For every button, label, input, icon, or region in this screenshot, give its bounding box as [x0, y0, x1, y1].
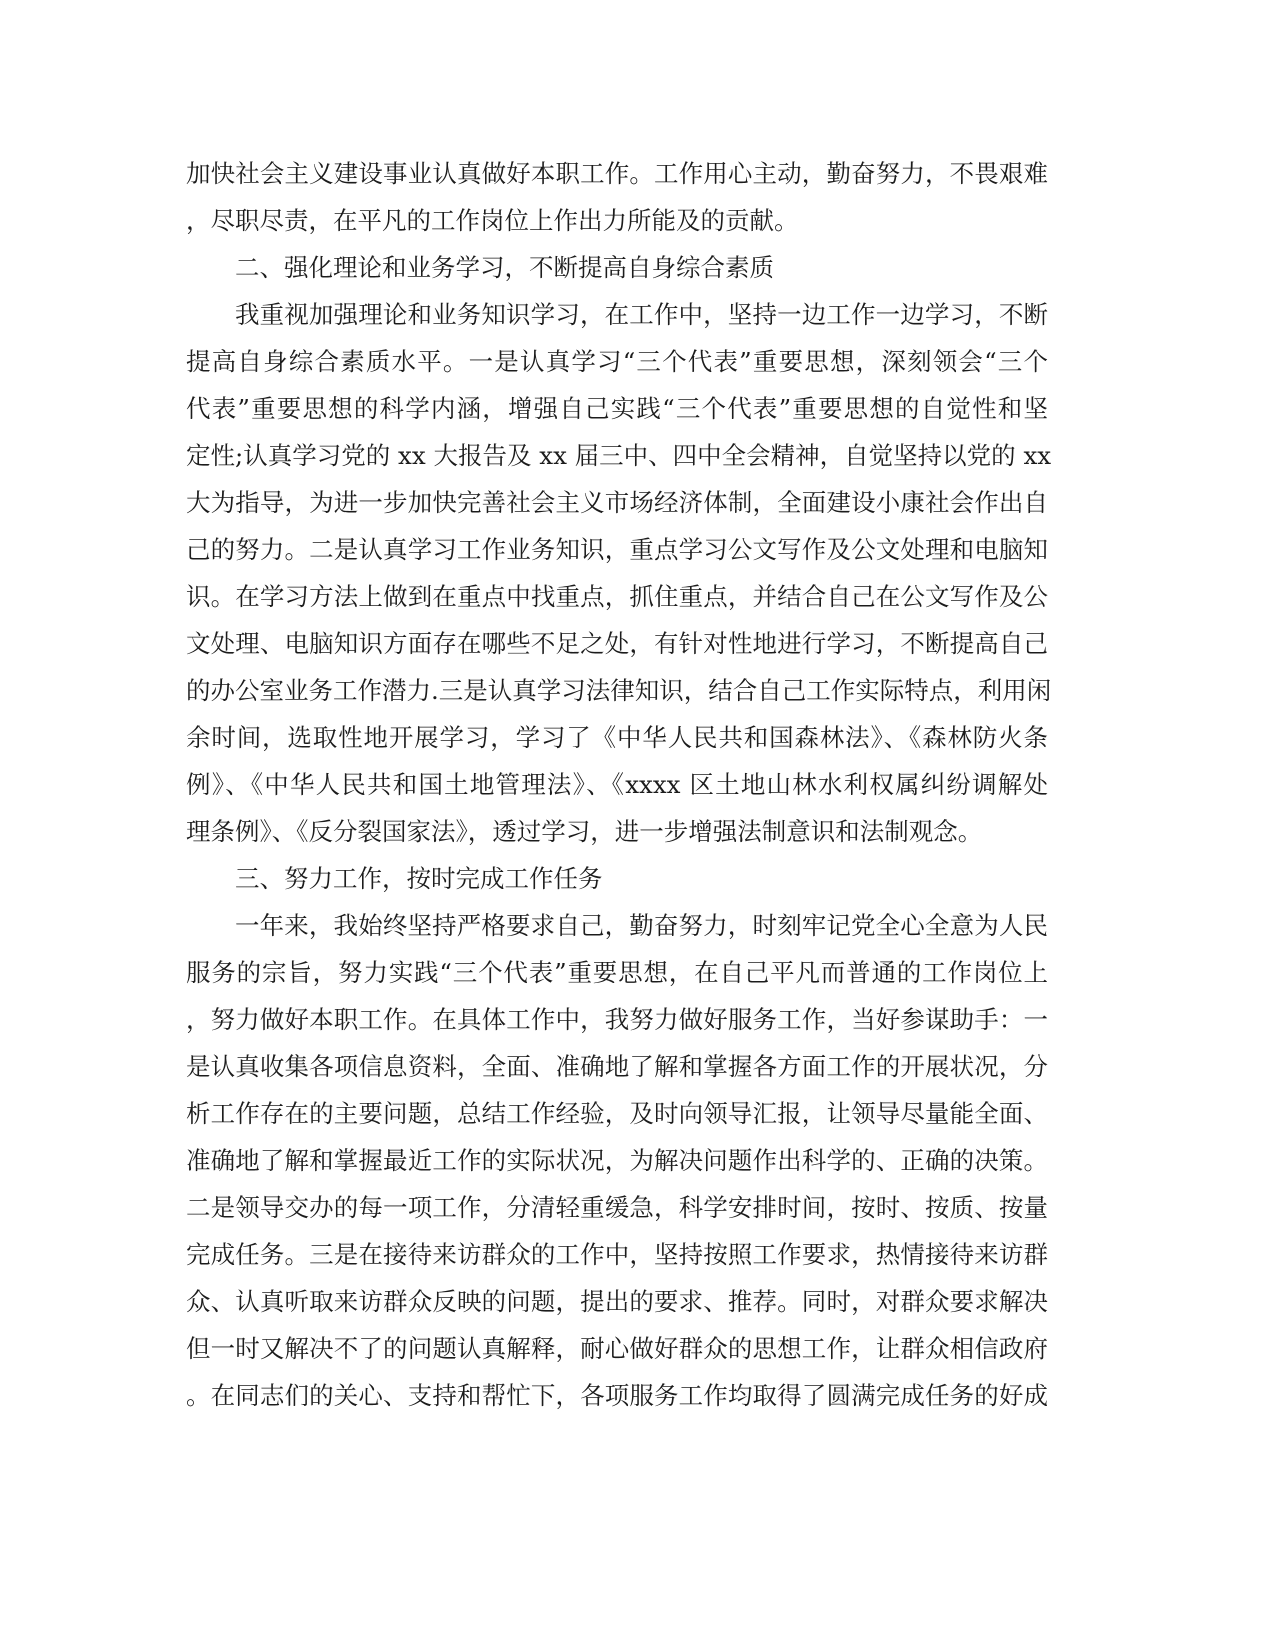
text-line: 一年来，我始终坚持严格要求自己，勤奋努力，时刻牢记党全心全意为人民: [235, 911, 1048, 940]
text-line: 是认真收集各项信息资料，全面、准确地了解和掌握各方面工作的开展状况，分: [186, 1052, 1048, 1081]
text-line: 准确地了解和掌握最近工作的实际状况，为解决问题作出科学的、正确的决策。: [186, 1146, 1048, 1175]
text-line: 二是领导交办的每一项工作，分清轻重缓急，科学安排时间，按时、按质、按量: [186, 1193, 1048, 1222]
text-line: 完成任务。三是在接待来访群众的工作中，坚持按照工作要求，热情接待来访群: [186, 1240, 1048, 1269]
text-line: 提高自身综合素质水平。一是认真学习“三个代表”重要思想，深刻领会“三个: [186, 347, 1048, 376]
text-line: 众、认真听取来访群众反映的问题，提出的要求、推荐。同时，对群众要求解决: [186, 1287, 1048, 1316]
text-line: 例》、《中华人民共和国土地管理法》、《xxxx 区土地山林水利权属纠纷调解处: [186, 770, 1048, 799]
text-line: 定性;认真学习党的 xx 大报告及 xx 届三中、四中全会精神，自觉坚持以党的 xx: [186, 441, 1052, 470]
document-body: [186, 150, 1052, 1419]
text-line: 服务的宗旨，努力实践“三个代表”重要思想，在自己平凡而普通的工作岗位上: [186, 958, 1048, 987]
text-line: 代表”重要思想的科学内涵，增强自己实践“三个代表”重要思想的自觉性和坚: [186, 394, 1048, 423]
section-heading: 二、强化理论和业务学习，不断提高自身综合素质: [235, 253, 774, 282]
text-line: 的办公室业务工作潜力.三是认真学习法律知识，结合自己工作实际特点，利用闲: [186, 676, 1052, 705]
text-line: 。在同志们的关心、支持和帮忙下，各项服务工作均取得了圆满完成任务的好成: [186, 1381, 1048, 1410]
text-line: ，尽职尽责，在平凡的工作岗位上作出力所能及的贡献。: [186, 206, 799, 235]
text-line: 加快社会主义建设事业认真做好本职工作。工作用心主动，勤奋努力，不畏艰难: [186, 159, 1048, 188]
text-line: 己的努力。二是认真学习工作业务知识，重点学习公文写作及公文处理和电脑知: [186, 535, 1048, 564]
text-line: 我重视加强理论和业务知识学习，在工作中，坚持一边工作一边学习，不断: [235, 300, 1048, 329]
text-line: 大为指导，为进一步加快完善社会主义市场经济体制，全面建设小康社会作出自: [186, 488, 1048, 517]
text-line: ，努力做好本职工作。在具体工作中，我努力做好服务工作，当好参谋助手：一: [186, 1005, 1048, 1034]
text-line: 但一时又解决不了的问题认真解释，耐心做好群众的思想工作，让群众相信政府: [186, 1334, 1048, 1363]
text-line: 余时间，选取性地开展学习，学习了《中华人民共和国森林法》、《森林防火条: [186, 723, 1048, 752]
text-line: 识。在学习方法上做到在重点中找重点，抓住重点，并结合自己在公文写作及公: [186, 582, 1048, 611]
text-line: 析工作存在的主要问题，总结工作经验，及时向领导汇报，让领导尽量能全面、: [186, 1099, 1048, 1128]
text-line: 理条例》、《反分裂国家法》，透过学习，进一步增强法制意识和法制观念。: [186, 817, 983, 846]
section-heading: 三、努力工作，按时完成工作任务: [235, 864, 603, 893]
text-line: 文处理、电脑知识方面存在哪些不足之处，有针对性地进行学习，不断提高自己: [186, 629, 1048, 658]
